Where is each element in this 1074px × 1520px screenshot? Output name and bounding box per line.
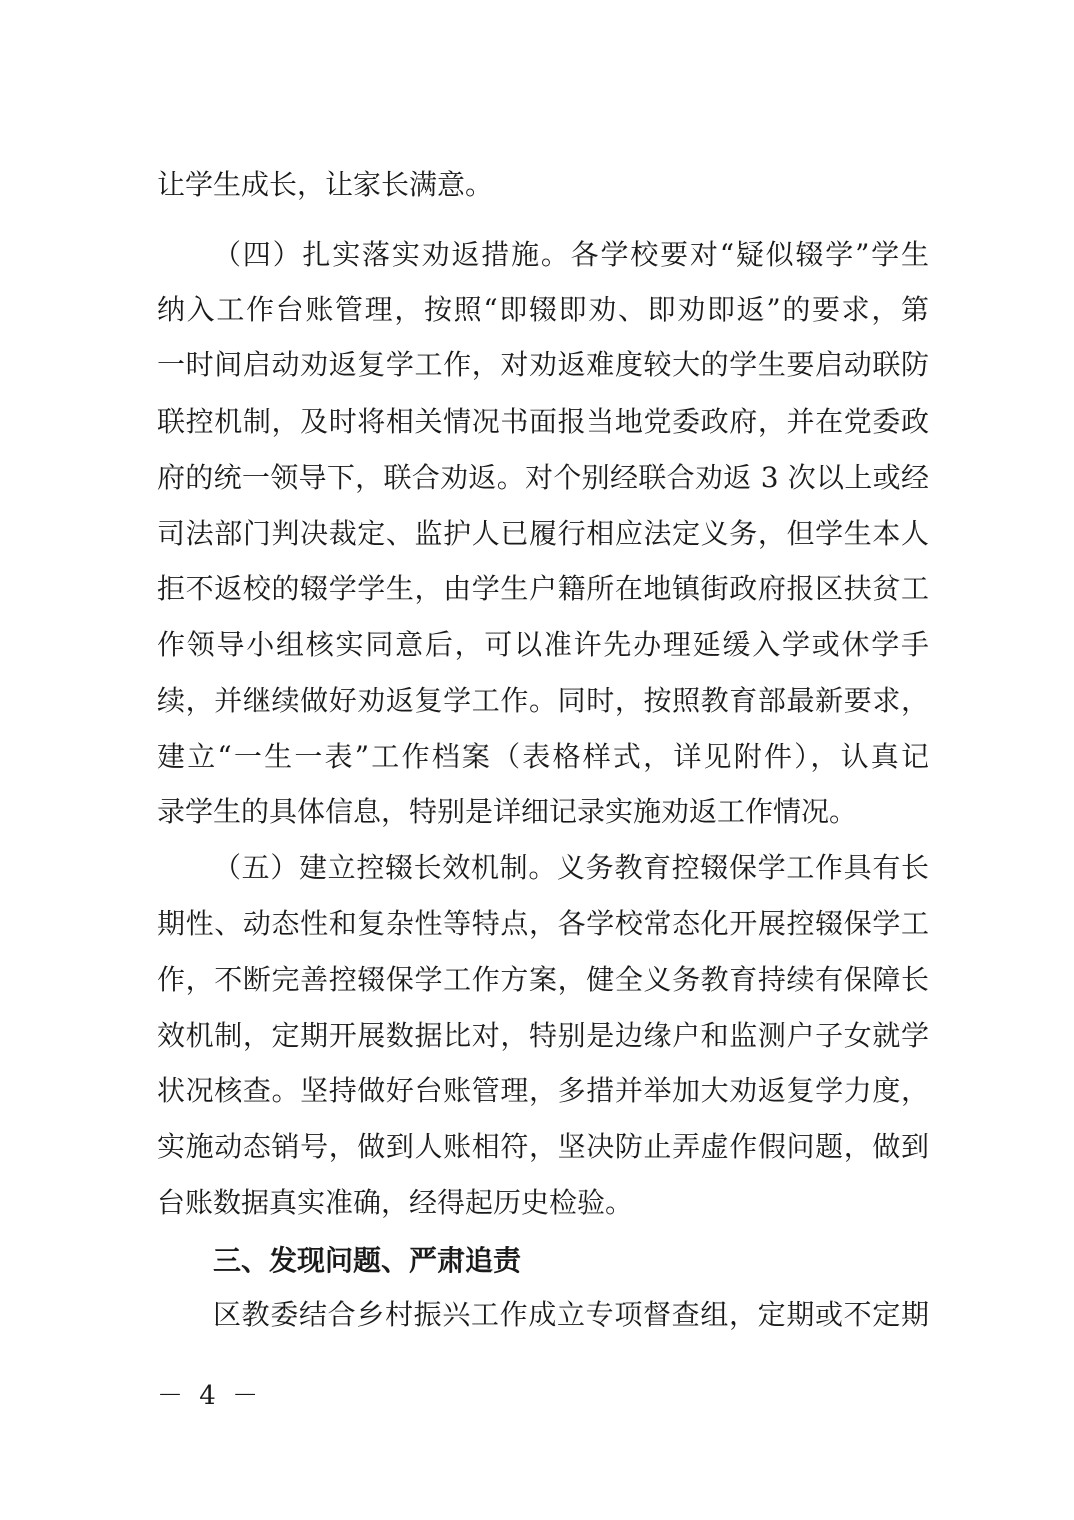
paragraph-line-16: 效机制，定期开展数据比对，特别是边缘户和监测户子女就学 (157, 1019, 929, 1052)
paragraph-line-15: 作，不断完善控辍保学工作方案，健全义务教育持续有保障长 (157, 963, 929, 996)
paragraph-4-heading-line: （四）扎实落实劝返措施。各学校要对“疑似辍学”学生 (213, 238, 929, 271)
paragraph-line-12: 录学生的具体信息，特别是详细记录实施劝返工作情况。 (157, 795, 858, 828)
paragraph-line-19: 台账数据真实准确，经得起历史检验。 (157, 1186, 634, 1219)
paragraph-line-21: 区教委结合乡村振兴工作成立专项督查组，定期或不定期 (213, 1298, 929, 1331)
paragraph-line-4: 一时间启动劝返复学工作，对劝返难度较大的学生要启动联防 (157, 348, 929, 381)
paragraph-line-11: 建立“一生一表”工作档案（表格样式，详见附件），认真记 (157, 740, 929, 773)
paragraph-line-5: 联控机制，及时将相关情况书面报当地党委政府，并在党委政 (157, 405, 929, 438)
paragraph-line-3: 纳入工作台账管理，按照“即辍即劝、即劝即返”的要求，第 (157, 293, 929, 326)
paragraph-line-10: 续，并继续做好劝返复学工作。同时，按照教育部最新要求， (157, 684, 929, 717)
paragraph-5-heading-line: （五）建立控辍长效机制。义务教育控辍保学工作具有长 (213, 851, 929, 884)
paragraph-line-6: 府的统一领导下，联合劝返。对个别经联合劝返 3 次以上或经 (157, 461, 929, 494)
section-heading: 三、发现问题、严肃追责 (213, 1244, 522, 1277)
paragraph-line-17: 状况核查。坚持做好台账管理，多措并举加大劝返复学力度， (157, 1074, 929, 1107)
paragraph-line-7: 司法部门判决裁定、监护人已履行相应法定义务，但学生本人 (157, 517, 929, 550)
paragraph-line-18: 实施动态销号，做到人账相符，坚决防止弄虚作假问题，做到 (157, 1130, 929, 1163)
paragraph-line-1: 让学生成长，让家长满意。 (157, 168, 494, 201)
paragraph-line-8: 拒不返校的辍学学生，由学生户籍所在地镇街政府报区扶贫工 (157, 572, 929, 605)
page-number: － 4 － (157, 1381, 263, 1411)
paragraph-line-14: 期性、动态性和复杂性等特点，各学校常态化开展控辍保学工 (157, 907, 929, 940)
paragraph-line-9: 作领导小组核实同意后，可以准许先办理延缓入学或休学手 (157, 628, 929, 661)
